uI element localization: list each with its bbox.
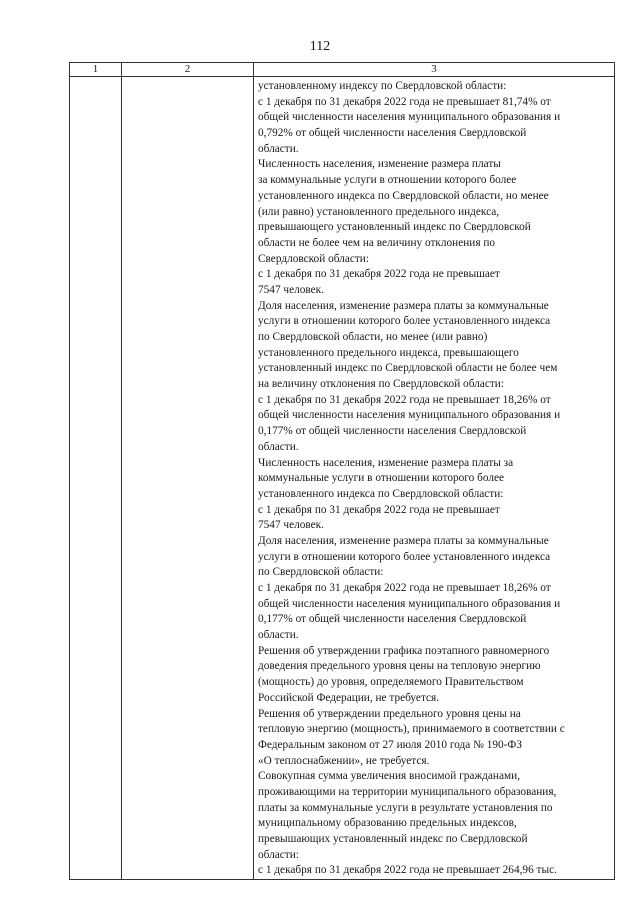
text-line: по Свердловской области: bbox=[258, 566, 384, 579]
text-line: «О теплоснабжении», не требуется. bbox=[258, 754, 430, 767]
text-line: общей численности населения муниципального образования и bbox=[258, 111, 561, 124]
text-line: (или равно) установленного предельного индекса, bbox=[258, 205, 500, 218]
text-line: с 1 декабря по 31 декабря 2022 года не превышает 18,26% от bbox=[258, 582, 551, 594]
text-line: по Свердловской области, но менее (или равно) bbox=[258, 331, 488, 343]
text-line: коммунальные услуги в отношении которого более bbox=[258, 472, 505, 485]
text-line: Свердловской области: bbox=[258, 252, 369, 265]
text-line: установленного индекса по Свердловской области: bbox=[258, 487, 504, 500]
table-cell-col1 bbox=[70, 77, 122, 880]
text-line: установленного индекса по Свердловской области, но менее bbox=[258, 189, 549, 202]
text-line: превышающих установленный индекс по Свердловской bbox=[258, 833, 528, 845]
text-line: Решения об утверждении графика поэтапного равномерного bbox=[258, 644, 550, 657]
text-line: Численность населения, изменение размера платы за bbox=[258, 456, 514, 469]
text-line: области. bbox=[258, 629, 299, 642]
page-number: 112 bbox=[309, 39, 331, 54]
text-line: общей численности населения муниципального образования и bbox=[258, 409, 561, 422]
column-header-3: 3 bbox=[254, 63, 615, 77]
text-line: 0,177% от общей численности населения Свердловской bbox=[258, 613, 527, 626]
text-line: за коммунальные услуги в отношении которого более bbox=[258, 174, 517, 187]
text-line: Российской Федерации, не требуется. bbox=[258, 691, 440, 704]
text-line: (мощность) до уровня, определяемого Правительством bbox=[258, 676, 524, 689]
text-line: области. bbox=[258, 142, 299, 155]
text-line: платы за коммунальные услуги в результате установления по bbox=[258, 801, 553, 814]
text-line: Доля населения, изменение размера платы за коммунальные bbox=[258, 534, 549, 547]
text-line: Доля населения, изменение размера платы за коммунальные bbox=[258, 299, 549, 312]
text-line: превышающего установленный индекс по Свердловской bbox=[258, 221, 531, 234]
text-line: с 1 декабря по 31 декабря 2022 года не превышает 18,26% от bbox=[258, 393, 551, 406]
table-row bbox=[70, 77, 615, 880]
text-line: с 1 декабря по 31 декабря 2022 года не превышает 81,74% от bbox=[258, 95, 551, 108]
text-line: Решения об утверждении предельного уровня цены на bbox=[258, 707, 521, 720]
text-line: 0,177% от общей численности населения Свердловской bbox=[258, 425, 527, 438]
text-line: муниципальному образованию предельных индексов, bbox=[258, 817, 517, 830]
text-line: области: bbox=[258, 848, 299, 861]
text-line: на величину отклонения по Свердловской области: bbox=[258, 378, 504, 391]
text-line: области не более чем на величину отклонения по bbox=[258, 236, 496, 249]
text-line: с 1 декабря по 31 декабря 2022 года не превышает bbox=[258, 268, 500, 281]
text-line: установленного предельного индекса, превышающего bbox=[258, 346, 519, 359]
text-line: услуги в отношении которого более установленного индекса bbox=[258, 315, 551, 328]
text-line: 7547 человек. bbox=[258, 283, 324, 296]
text-line: проживающими на территории муниципального образования, bbox=[258, 785, 557, 798]
column-header-1: 1 bbox=[70, 63, 122, 77]
table-cell-col2 bbox=[122, 77, 254, 880]
text-line: Численность населения, изменение размера платы bbox=[258, 158, 501, 171]
text-line: доведения предельного уровня цены на тепловую энергию bbox=[258, 660, 541, 673]
text-line: установленному индексу по Свердловской области: bbox=[258, 80, 507, 92]
text-line: Совокупная сумма увеличения вносимой гражданами, bbox=[258, 770, 521, 783]
text-line: с 1 декабря по 31 декабря 2022 года не превышает 264,96 тыс. bbox=[258, 864, 557, 877]
text-line: с 1 декабря по 31 декабря 2022 года не превышает bbox=[258, 503, 500, 516]
text-line: 7547 человек. bbox=[258, 519, 324, 532]
text-line: установленный индекс по Свердловской области не более чем bbox=[258, 362, 558, 375]
text-line: области. bbox=[258, 440, 299, 453]
text-line: Федеральным законом от 27 июля 2010 года № 190-ФЗ bbox=[258, 738, 523, 751]
text-line: общей численности населения муниципального образования и bbox=[258, 597, 561, 610]
text-line: тепловую энергию (мощность), принимаемого в соответствии с bbox=[258, 723, 565, 736]
table-cell-col3 bbox=[254, 77, 615, 880]
column-header-2: 2 bbox=[122, 63, 254, 77]
text-line: услуги в отношении которого более установленного индекса bbox=[258, 550, 551, 563]
text-line: 0,792% от общей численности населения Свердловской bbox=[258, 127, 527, 140]
table-header-row bbox=[70, 63, 615, 77]
document-table bbox=[69, 62, 615, 880]
